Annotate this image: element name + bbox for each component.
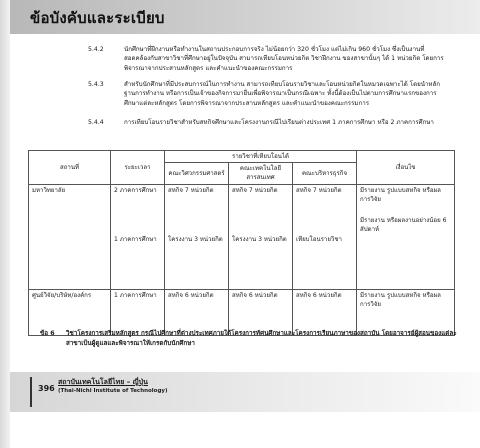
header-courses-group: รายวิชาที่เทียบโอนได้ <box>165 151 357 163</box>
clause-number: 5.4.2 <box>88 46 104 53</box>
page-title: ข้อบังคับและระเบียบ <box>30 9 165 27</box>
cell-business: สหกิจ 6 หน่วยกิต <box>293 289 357 335</box>
institute-name-en: (Thai-Nichi Institute of Technology) <box>58 388 168 394</box>
clause-text: สำหรับนักศึกษาที่มีประสบการณ์ในการทำงาน สามารถเทียบโอนรายวิชาและโอนหน่วยกิตในหมวดเฉพาะได้ โดยนำหลักฐานการทำงาน หรือการเป็นเจ้าของกิจการมายื่นเพื่อพิจารณาเป็นกรณีเฉพาะ ทั้งนี้ต้องเป็นไปตามการศึกษาแรกของการศึกษาแต่ละหลักสูตร โดยการพิจารณาจากประสานหลักสูตร และคำแนะนำของคณะกรรมการ <box>124 81 441 107</box>
clause-number: 5.4.4 <box>88 119 104 126</box>
header-duration: ระยะเวลา <box>111 151 165 185</box>
header-it: คณะเทคโนโลยีสารสนเทศ <box>229 163 293 184</box>
credit-transfer-table <box>28 150 455 336</box>
clause-text: วิชาโครงการเสริมหลักสูตร กรณีไปศึกษาที่ต่างประเทศภายใต้โครงการทัศนศึกษาและโครงการเรียนภาษาของสถาบัน โดยอาจารย์ผู้สอนของแต่ละสาขาเป็นผู้ดูแลและพิจารณาให้เกรดกับนักศึกษา <box>66 330 457 347</box>
page-number: 396 <box>38 384 55 393</box>
cell-business: สหกิจ 7 หน่วยกิต เทียบโอนรายวิชา <box>293 184 357 289</box>
header-place: สถานที่ <box>29 151 111 185</box>
clause-text: นักศึกษาที่ฝึกงานหรือทำงานในสถานประกอบการจริง ไม่น้อยกว่า 320 ชั่วโมง แต่ไม่เกิน 960 ชั่วโมง ซึ่งเป็นงานที่สอดคล้องกับสาขาวิชาที่ศึกษาอยู่ในปัจจุบัน สามารถเทียบโอนหน่วยกิต วิชาฝึกงาน ของสาขานั้นๆ ได้ 1 หน่วยกิต โดยการพิจารณาจากประสานหลักสูตร และคำแนะนำของคณะกรรมการ <box>124 46 444 72</box>
clause-5-4-2 <box>88 45 448 73</box>
header-conditions: เงื่อนไข <box>357 151 455 185</box>
cell-duration: 2 ภาคการศึกษา 1 ภาคการศึกษา <box>111 184 165 289</box>
cell-conditions: มีรายงาน รูปแบบสหกิจ หรือผลการวิจัย มีรายงาน หรือผลงานอย่างน้อย 6 สัปดาห์ <box>357 184 455 289</box>
clause-5-4-4 <box>88 118 448 138</box>
cell-duration: 1 ภาคการศึกษา <box>111 289 165 335</box>
table-row <box>29 184 455 289</box>
cell-place: ศูนย์วิจัย/บริษัท/องค์กร <box>29 289 111 335</box>
institute-name-th: สถาบันเทคโนโลยีไทย – ญี่ปุ่น <box>58 378 148 386</box>
footer-divider <box>30 377 32 407</box>
clause-number: ข้อ 6 <box>40 330 55 337</box>
cell-conditions: มีรายงาน รูปแบบสหกิจ หรือผลการวิจัย <box>357 289 455 335</box>
clause-number: 5.4.3 <box>88 81 104 88</box>
cell-it: สหกิจ 7 หน่วยกิต โครงงาน 3 หน่วยกิต <box>229 184 293 289</box>
header-business: คณะบริหารธุรกิจ <box>293 163 357 184</box>
page-edge <box>0 0 10 448</box>
cell-place: มหาวิทยาลัย <box>29 184 111 289</box>
cell-engineering: สหกิจ 7 หน่วยกิต โครงงาน 3 หน่วยกิต <box>165 184 229 289</box>
clause-text: การเทียบโอนรายวิชาสำหรับสหกิจศึกษาและโครงงานกรณีไปเรียนต่างประเทศ 1 ภาคการศึกษา หรือ 2 ภาคการศึกษา <box>124 119 434 126</box>
clause-5-4-3 <box>88 80 448 118</box>
cell-it: สหกิจ 6 หน่วยกิต <box>229 289 293 335</box>
cell-engineering: สหกิจ 6 หน่วยกิต <box>165 289 229 335</box>
header-engineering: คณะวิศวกรรมศาสตร์ <box>165 163 229 184</box>
table-header-row <box>29 151 455 163</box>
